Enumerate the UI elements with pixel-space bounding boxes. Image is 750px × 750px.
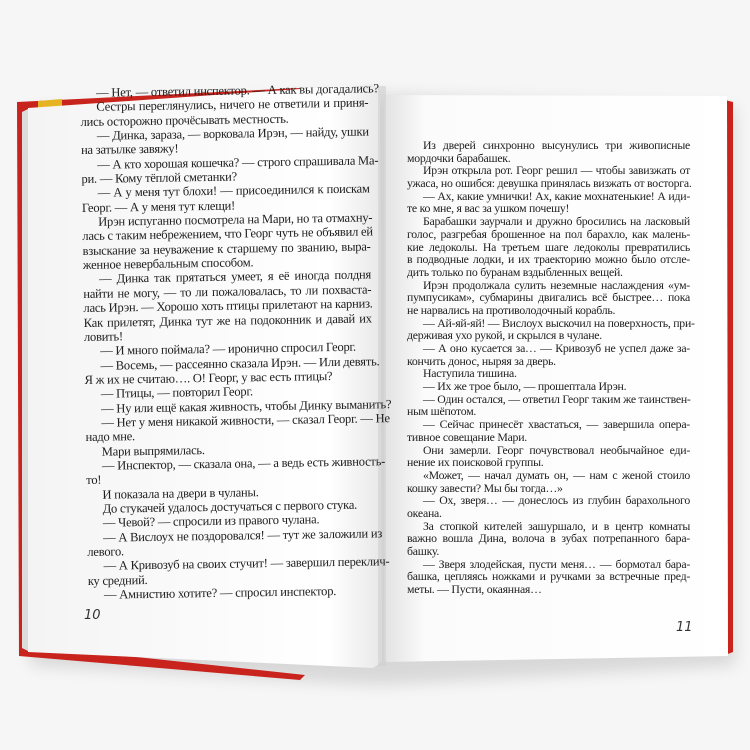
text-line: — Их же трое было, — прошептала Ирэн. bbox=[423, 379, 627, 394]
paragraph bbox=[407, 444, 690, 469]
text-line: — Зверя злодейская, пусти меня… — бормотал бара- bbox=[423, 556, 690, 571]
text-line: Как прилетят, Динка тут же на подоконник и давай их bbox=[83, 310, 372, 330]
paragraph bbox=[407, 520, 690, 558]
text-line: «Может, — начал думать он, — нам с женой стоило bbox=[423, 467, 690, 482]
text-line: Мари выпрямилась. bbox=[101, 442, 205, 459]
text-line: — А оно кусается за… — Кривозуб не успел даже за- bbox=[423, 341, 690, 355]
paragraph bbox=[83, 268, 372, 344]
text-line: мордочки барабашек. bbox=[407, 150, 511, 165]
text-line: голос, разгребая брошенное на пол барахло, как малень- bbox=[407, 226, 690, 241]
paragraph bbox=[86, 454, 386, 488]
text-line: ку средний. bbox=[87, 572, 148, 588]
text-line: — Ай-яй-яй! — Вислоух выскочил на поверхность, при- bbox=[423, 315, 695, 330]
paragraph bbox=[407, 279, 690, 317]
text-line: дить только по буранам вздыбленных вещей. bbox=[407, 264, 623, 279]
left-page-number: 10 bbox=[84, 608, 101, 623]
text-line: нение их поисковой группы. bbox=[407, 455, 544, 470]
text-line: — Сейчас принесёт хвастаться, — завершила опера- bbox=[423, 417, 690, 432]
text-line: — Ах, какие умнички! Ах, какие мохнатенькие! А иди- bbox=[423, 188, 690, 203]
text-line: кошку завести? Мы бы тогда…» bbox=[407, 480, 563, 495]
text-line: ри. — Кому тёплой сметанки? bbox=[81, 169, 238, 187]
text-line: — А Кривозуб на своих стучит! — завершил переклич- bbox=[103, 554, 390, 574]
paragraph bbox=[81, 153, 379, 187]
paragraph bbox=[407, 315, 695, 343]
text-line: — Нет, — ответил инспектор. — А как вы догадались? bbox=[95, 81, 379, 100]
text-line: ным шёпотом. bbox=[407, 404, 477, 419]
text-line: тивное совещание Мари. bbox=[407, 429, 527, 444]
text-line: то! bbox=[86, 472, 102, 488]
text-line: ужаса, но ошибся: девушка принялась визжать от восторга. bbox=[407, 176, 692, 191]
text-line: Сестры переглянулись, ничего не ответили и приня- bbox=[96, 95, 369, 115]
text-line: — Инспектор, — сказала она, — а ведь есть живность- bbox=[101, 454, 386, 473]
text-line: — И много поймала? — иронично спросил Георг. bbox=[100, 339, 356, 358]
paragraph bbox=[81, 125, 369, 158]
text-line: Из дверей синхронно высунулись три живописные bbox=[423, 138, 690, 152]
paragraph bbox=[407, 418, 690, 443]
text-line: — А у меня тут блохи! — присоединился к поискам bbox=[97, 181, 370, 201]
paragraph bbox=[407, 393, 690, 418]
left-page-text bbox=[80, 81, 392, 602]
text-line: те ко мне, я вас за ушком почешу! bbox=[407, 201, 570, 216]
text-line: Ирэн открыла рот. Георг решил — чтобы завизжать от bbox=[423, 163, 690, 178]
text-line: Георг. — А у меня тут клещи! bbox=[81, 198, 236, 215]
paragraph bbox=[87, 554, 390, 588]
text-line: на затылке завяжу! bbox=[80, 141, 179, 158]
right-page-text bbox=[407, 138, 695, 597]
text-line: — А кто хорошая кошечка? — строго спрашивала Ма- bbox=[97, 153, 379, 172]
text-line: — Амнистию хотите? — спросил инспектор. bbox=[103, 584, 337, 602]
paragraph bbox=[80, 96, 368, 129]
text-line: пумпусикам», субмарины двигались всё быстрее… пока bbox=[407, 290, 690, 305]
text-line: — Птицы, — повторил Георг. bbox=[100, 384, 253, 401]
text-line: важно вошла Дина, волоча в зубах потрепанного бара- bbox=[407, 531, 690, 546]
text-line: башку. bbox=[407, 544, 440, 558]
text-line: — Один остался, — ответил Георг таким же таинствен- bbox=[423, 391, 691, 406]
paragraph bbox=[407, 139, 690, 164]
paragraph bbox=[407, 215, 690, 278]
text-line: женное невербальным способом. bbox=[82, 255, 254, 273]
text-line: — Чевой? — спросили из правого чулана. bbox=[102, 512, 320, 531]
paragraph bbox=[407, 190, 690, 215]
text-line: — Динка, зараза, — ворковала Ирэн, — найду, ушки bbox=[96, 124, 369, 143]
paragraph bbox=[87, 525, 383, 559]
text-line: И показала на двери в чуланы. bbox=[102, 484, 259, 502]
text-line: кончить донос, ныряя за дверь. bbox=[407, 353, 556, 368]
paragraph bbox=[407, 469, 690, 494]
paragraph bbox=[407, 342, 690, 367]
text-line: держивая ухо рукой, и скрылся в чулане. bbox=[407, 328, 602, 343]
text-line: Ирэн продолжала сулить неземные наслаждения «ум- bbox=[423, 277, 690, 292]
text-line: — Нет у меня никакой живности, — сказал Георг. — Не bbox=[101, 411, 390, 430]
text-line: меты. — Пусти, окаянная… bbox=[407, 582, 542, 597]
text-line: Наступила тишина. bbox=[423, 366, 517, 381]
paragraph bbox=[82, 211, 371, 273]
text-line: не нарвались на противолодочный корабль. bbox=[407, 302, 616, 317]
text-line: башка, цепляясь ножками и ручками за встречные пред- bbox=[407, 569, 690, 584]
text-line: — А Вислоух не поздоровался! — тут же заложили из bbox=[102, 525, 383, 545]
paragraph bbox=[407, 164, 690, 189]
text-line: ловить! bbox=[83, 329, 124, 344]
text-line: — Восемь, — рассеянно сказала Ирэн. — Или девять. bbox=[100, 353, 380, 373]
text-line: Они замерли. Георг почувствовал необычайное еди- bbox=[423, 442, 690, 457]
paragraph bbox=[407, 494, 690, 519]
right-page-number: 11 bbox=[676, 620, 693, 635]
text-line: кие ледоколы. На третьем шаге ледоколы превратились bbox=[407, 239, 690, 254]
paragraph bbox=[407, 558, 690, 596]
text-line: лись осторожно прочёсывать местность. bbox=[80, 111, 289, 129]
text-line: Барабашки заурчали и дружно бросились на ласковый bbox=[423, 214, 690, 229]
text-line: лась Ирэн. — Хорошо хоть птицы прилетают на карниз. bbox=[83, 296, 373, 316]
paragraph bbox=[85, 411, 390, 445]
text-line: — Ох, зверя… — донеслось из глубин барахольного bbox=[423, 493, 690, 508]
paragraph bbox=[82, 182, 370, 215]
paragraph bbox=[407, 380, 690, 393]
text-line: надо мне. bbox=[85, 429, 136, 445]
text-line: океана. bbox=[407, 505, 442, 520]
text-line: лась с таким небрежением, что Георг чуть не объявил ей bbox=[82, 224, 373, 244]
text-line: — Ну или ещё какая живность, чтобы Динку выманить? bbox=[100, 396, 392, 416]
book-gutter bbox=[378, 86, 386, 666]
text-line: левого. bbox=[87, 544, 125, 559]
text-line: За стопкой кителей зашуршало, и в центр комнаты bbox=[423, 518, 690, 533]
text-line: взыскание за неуважение к старшему по званию, выра- bbox=[82, 239, 371, 258]
text-line: До стукачей удалось достучаться с первого стука. bbox=[102, 497, 358, 516]
text-line: в подводные лодки, и их траекторию можно было отсле- bbox=[407, 252, 690, 267]
text-line: Я ж их не считаю…. О! Георг, у вас есть птицы? bbox=[84, 368, 333, 387]
text-line: найти не могу, — то ли пожаловалась, то ли похваста- bbox=[83, 282, 372, 301]
text-line: — Динка так прятаться умеет, я её иногда полдня bbox=[98, 267, 372, 287]
text-line: Ирэн испуганно посмотрела на Мари, но та отмахну- bbox=[98, 210, 373, 229]
paragraph bbox=[84, 353, 380, 387]
